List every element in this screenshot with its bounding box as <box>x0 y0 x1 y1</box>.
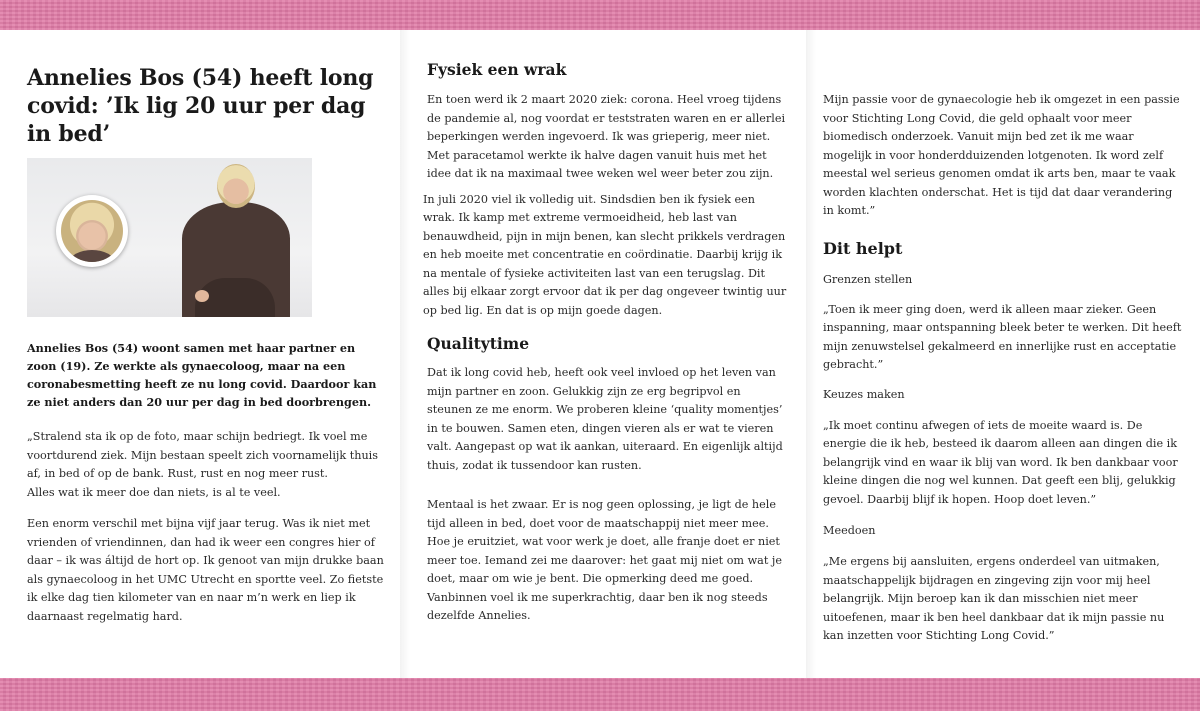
quote-paragraph: „Ik moet continu afwegen of iets de moeite waard is. De energie die ik heb, besteed ik daarom alleen aan dingen die ik belangrijk vind en waar ik blij van word. Ik ben dankbaar voor kleine dingen die nog wel kunnen. Dat geeft een blij, gelukkig gevoel. Daarbij blijf ik hopen. Hoop doet leven.” <box>823 418 1178 506</box>
article-photo <box>27 158 312 317</box>
article-intro: Annelies Bos (54) woont samen met haar partner en zoon (19). Ze werkte als gynaecoloog, maar na een coronabesmetting heeft ze nu long covid. Daardoor kan ze niet anders dan 20 uur per dag in bed doorbrengen. <box>27 341 377 409</box>
body-paragraph: En toen werd ik 2 maart 2020 ziek: corona. Heel vroeg tijdens de pandemie al, nog voordat er teststraten waren en er allerlei beperkingen werden ingevoerd. Ik was grieperig, meer niet. Met paracetamol werkte ik halve dagen vanuit huis met het idee dat ik na maximaal twee weken wel weer beter zou zijn. <box>427 93 786 180</box>
bottom-pink-band <box>0 678 1200 711</box>
article-title: Annelies Bos (54) heeft long covid: ’Ik lig 20 uur per dag in bed’ <box>27 65 374 147</box>
subheading: Grenzen stellen <box>823 272 913 286</box>
section-heading: Fysiek een wrak <box>427 60 567 79</box>
body-paragraph: Dat ik long covid heb, heeft ook veel invloed op het leven van mijn partner en zoon. Gelukkig zijn ze erg begripvol en steunen ze me enorm. We proberen kleine ‘quality momentjes’ in te bouwen. Samen eten, dingen vieren als er wat te vieren valt. Aangepast op wat ik aankan, uiteraard. En eigenlijk altijd thuis, zodat ik tussendoor kan rusten. <box>427 366 783 472</box>
portrait-shoulders <box>69 250 115 262</box>
section-heading: Qualitytime <box>427 334 530 353</box>
column-one <box>27 30 387 626</box>
section-heading: Dit helpt <box>823 238 903 258</box>
body-paragraph: Mentaal is het zwaar. Er is nog geen oplossing, je ligt de hele tijd alleen in bed, doet voor de maatschappij niet meer mee. Hoe je eruitziet, wat voor werk je doet, alle franje doet er niet meer toe. Iemand zei me daarover: het gaat mij niet om wat je doet, maar om wie je bent. Die opmerking deed me goed. Vanbinnen voel ik me superkrachtig, daar ben ik nog steeds dezelfde Annelies. <box>427 498 782 622</box>
subheading: Keuzes maken <box>823 387 905 401</box>
page-divider-shadow <box>806 30 816 678</box>
column-three <box>823 30 1185 646</box>
body-paragraph: Een enorm verschil met bijna vijf jaar terug. Was ik niet met vrienden of vriendinnen, dan had ik weer een congres hier of daar – ik was áltijd de hort op. Ik genoot van mijn drukke baan als gynaecoloog in het UMC Utrecht en sportte veel. Zo fietste ik elke dag tien kilometer van en naar m’n werk en liep ik daarnaast regelmatig hard. <box>27 517 384 623</box>
portrait-inset <box>56 195 128 267</box>
body-paragraph: In juli 2020 viel ik volledig uit. Sindsdien ben ik fysiek een wrak. Ik kamp met extreme vermoeidheid, heb last van benauwdheid, pijn in mijn benen, kan slecht prikkels verdragen en heb moeite met concentratie en coördinatie. Daarbij krijg ik na mentale of fysieke activiteiten last van een terugslag. Dit alles bij elkaar zorgt ervoor dat ik per dag ongeveer twintig uur op bed lig. En dat is op mijn goede dagen. <box>423 192 787 317</box>
subheading: Meedoen <box>823 524 876 537</box>
person-figure-hand <box>195 290 209 302</box>
person-figure-head <box>217 164 255 208</box>
quote-paragraph: „Me ergens bij aansluiten, ergens onderdeel van uitmaken, maatschappelijk bijdragen en zingeving zijn voor mij heel belangrijk. Mijn beroep kan ik dan misschien niet meer uitoefenen, maar ik ben heel dankbaar dat ik mijn passie nu kan inzetten voor Stichting Long Covid.” <box>823 555 1165 642</box>
page-divider-shadow <box>400 30 410 678</box>
column-two <box>423 30 789 626</box>
top-pink-band <box>0 0 1200 30</box>
quote-paragraph-line: Alles wat ik meer doe dan niets, is al te veel. <box>27 485 281 499</box>
body-paragraph: Mijn passie voor de gynaecologie heb ik omgezet in een passie voor Stichting Long Covid, die geld ophaalt voor meer biomedisch onderzoek. Vanuit mijn bed zet ik me waar mogelijk in voor honderdduizenden lotgenoten. Ik word zelf meestal wel serieus genomen omdat ik arts ben, maar te vaak worden klachten onderschat. Het is tijd dat daar verandering in komt.” <box>823 93 1180 217</box>
portrait-face <box>61 200 123 262</box>
quote-paragraph: „Toen ik meer ging doen, werd ik alleen maar zieker. Geen inspanning, maar ontspanning bleek beter te werken. Dit heeft mijn zenuwstelsel gekalmeerd en innerlijke rust en acceptatie gebracht.” <box>823 302 1182 371</box>
quote-paragraph: „Stralend sta ik op de foto, maar schijn bedriegt. Ik voel me voortdurend ziek. Mijn bestaan speelt zich voornamelijk thuis af, in bed of op de bank. Rust, rust en nog meer rust. <box>27 430 378 480</box>
